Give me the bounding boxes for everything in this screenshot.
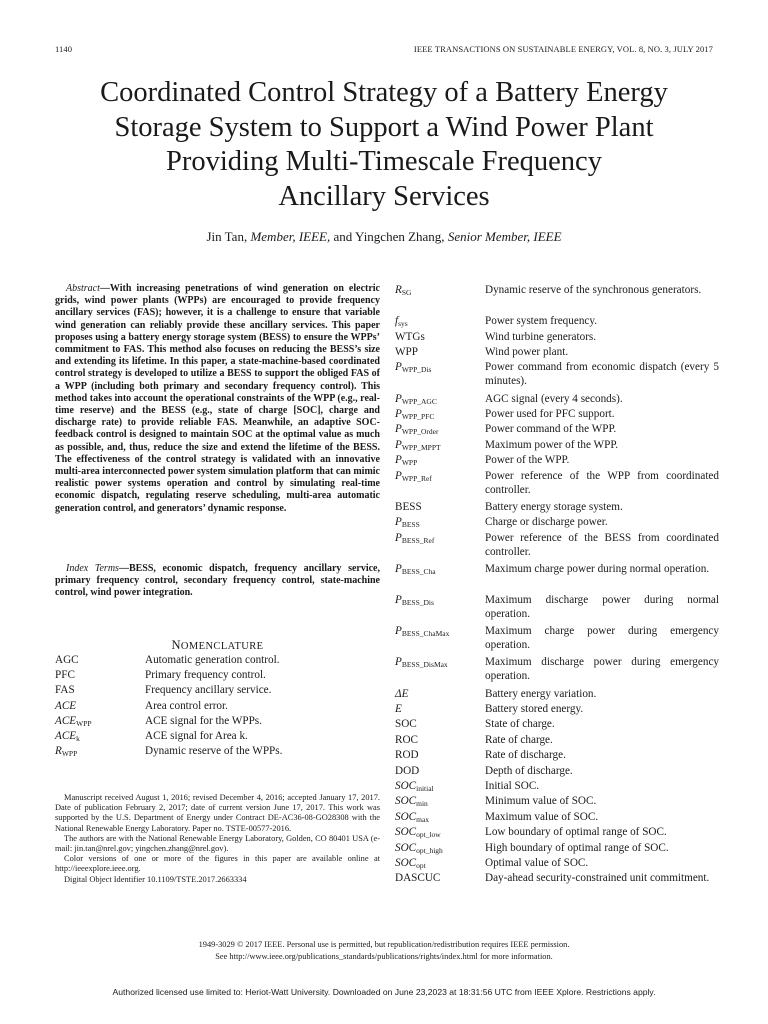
symbol-main: ROD bbox=[395, 749, 419, 762]
nomenclature-symbol bbox=[395, 531, 434, 545]
symbol-main: ACE bbox=[55, 714, 77, 727]
symbol-subscript: WPP bbox=[61, 749, 78, 759]
nomenclature-symbol bbox=[395, 345, 418, 359]
footnote: Manuscript received August 1, 2016; revised December 4, 2016; accepted January 17, 2017. Date of publication February 2, 2017; date of current version June 17, 2017. This work was supported by the U.S. Department of Energy under Contract DE-AC36-08-GO28308 with the National Renewable Energy Laboratory. Paper no. TSTE-00577-2016. bbox=[55, 793, 380, 833]
nomenclature-definition: Power command of the WPP. bbox=[485, 423, 617, 436]
nomenclature-definition: Initial SOC. bbox=[485, 780, 540, 792]
nomenclature-symbol bbox=[395, 500, 422, 514]
symbol-main: SOC bbox=[395, 841, 417, 854]
nomenclature-symbol bbox=[395, 794, 428, 808]
index-terms-label: Index Terms bbox=[66, 563, 119, 574]
nomenclature-definition: Battery stored energy. bbox=[485, 703, 584, 715]
symbol-main: ACE bbox=[55, 699, 77, 712]
symbol-main: ACE bbox=[55, 730, 77, 742]
nomenclature-symbol bbox=[55, 653, 79, 667]
nomenclature-symbol bbox=[395, 469, 432, 483]
nomenclature-definition: Rate of charge. bbox=[485, 733, 553, 746]
symbol-main: P bbox=[395, 562, 402, 575]
nomenclature-symbol bbox=[395, 453, 417, 467]
copyright-notice bbox=[60, 939, 708, 962]
symbol-subscript: max bbox=[416, 814, 430, 824]
nomenclature-symbol bbox=[395, 515, 420, 529]
footnotes bbox=[55, 793, 380, 885]
nomenclature-definition: Maximum power of the WPP. bbox=[485, 438, 619, 451]
nomenclature-definition: Power of the WPP. bbox=[485, 454, 570, 467]
index-terms bbox=[55, 563, 380, 600]
page-number: 1140 bbox=[55, 44, 73, 54]
symbol-main: DOD bbox=[395, 764, 420, 777]
symbol-main: WTGs bbox=[395, 330, 425, 343]
nomenclature-symbol bbox=[55, 714, 92, 728]
nomenclature-symbol bbox=[395, 841, 443, 855]
nomenclature-symbol bbox=[395, 624, 449, 638]
symbol-main: PFC bbox=[55, 669, 75, 682]
nomenclature-symbol bbox=[395, 810, 429, 824]
nomenclature-symbol bbox=[395, 655, 448, 669]
nomenclature-definition: Power reference of the BESS from coordinated controller. bbox=[485, 531, 719, 558]
symbol-main: P bbox=[395, 469, 402, 482]
symbol-main: P bbox=[395, 423, 402, 436]
footnote: Digital Object Identifier 10.1109/TSTE.2017.2663334 bbox=[64, 874, 247, 884]
nomenclature-symbol bbox=[55, 729, 80, 743]
footnote: The authors are with the National Renewable Energy Laboratory, Golden, CO 80401 USA (e-mail: jin.tan@nrel.gov; yingchen.zhang@nrel.gov). bbox=[55, 833, 380, 854]
symbol-main: P bbox=[395, 516, 402, 529]
symbol-main: P bbox=[395, 594, 402, 606]
nomenclature-definition: Low boundary of optimal range of SOC. bbox=[485, 826, 667, 839]
nomenclature-symbol bbox=[395, 314, 408, 328]
symbol-subscript: BESS_Dis bbox=[401, 598, 434, 607]
nomenclature-definition: Dynamic reserve of the WPPs. bbox=[145, 745, 283, 758]
symbol-subscript: opt bbox=[416, 861, 426, 870]
symbol-main: f bbox=[395, 315, 399, 328]
nomenclature-definition: Primary frequency control. bbox=[145, 669, 266, 682]
nomenclature-symbol bbox=[395, 779, 434, 793]
nomenclature-symbol bbox=[395, 825, 441, 839]
symbol-main: SOC bbox=[395, 795, 417, 808]
heading-rest: OMENCLATURE bbox=[180, 641, 264, 652]
nomenclature-heading bbox=[55, 638, 380, 653]
symbol-main: P bbox=[395, 625, 402, 638]
footnote: Color versions of one or more of the figures in this paper are available online at http://ieeexplore.ieee.org. bbox=[55, 854, 380, 874]
nomenclature-definition: Battery energy storage system. bbox=[485, 500, 623, 513]
nomenclature-definition: Wind power plant. bbox=[485, 346, 569, 358]
nomenclature-symbol bbox=[55, 668, 75, 682]
nomenclature-symbol bbox=[55, 744, 77, 758]
symbol-main: SOC bbox=[395, 826, 417, 839]
symbol-subscript: min bbox=[416, 799, 428, 809]
nomenclature-definition: Maximum value of SOC. bbox=[485, 810, 599, 823]
symbol-subscript: BESS_Ref bbox=[401, 535, 435, 545]
symbol-subscript: k bbox=[76, 734, 80, 743]
nomenclature-definition: Optimal value of SOC. bbox=[485, 857, 589, 869]
symbol-main: SOC bbox=[395, 810, 417, 823]
nomenclature-symbol bbox=[395, 360, 431, 374]
nomenclature-definition: Battery energy variation. bbox=[485, 687, 597, 700]
symbol-main: DASCUC bbox=[395, 872, 441, 885]
nomenclature-symbol bbox=[55, 683, 75, 697]
title-line: Storage System to Support a Wind Power Plant bbox=[114, 111, 654, 143]
copyright-line: 1949-3029 © 2017 IEEE. Personal use is permitted, but republication/redistribution requires IEEE permission. bbox=[198, 940, 570, 949]
symbol-main: SOC bbox=[395, 857, 417, 869]
nomenclature-symbol bbox=[395, 733, 418, 747]
title-line: Providing Multi-Timescale Frequency bbox=[166, 146, 602, 177]
nomenclature-definition: Power reference of the WPP from coordinated controller. bbox=[485, 469, 719, 496]
nomenclature-symbol bbox=[395, 593, 434, 607]
nomenclature-symbol bbox=[395, 717, 417, 731]
symbol-subscript: WPP bbox=[76, 718, 92, 728]
nomenclature-definition: Wind turbine generators. bbox=[485, 330, 597, 343]
abstract-label: Abstract bbox=[66, 283, 100, 294]
nomenclature-definition: Dynamic reserve of the synchronous generators. bbox=[485, 284, 702, 296]
symbol-main: FAS bbox=[55, 684, 75, 697]
symbol-subscript: WPP_Ref bbox=[401, 473, 432, 483]
nomenclature-symbol bbox=[395, 871, 440, 885]
nomenclature-definition: Maximum discharge power during normal operation. bbox=[485, 594, 719, 620]
title-line: Coordinated Control Strategy of a Battery Energy bbox=[100, 77, 668, 108]
symbol-subscript: WPP bbox=[401, 458, 418, 468]
nomenclature-definition: Frequency ancillary service. bbox=[145, 684, 272, 697]
nomenclature-definition: Automatic generation control. bbox=[145, 654, 280, 666]
symbol-main: P bbox=[395, 454, 402, 467]
nomenclature-definition: Power system frequency. bbox=[485, 315, 598, 328]
symbol-main: SOC bbox=[395, 718, 417, 731]
nomenclature-symbol bbox=[395, 856, 426, 870]
symbol-main: AGC bbox=[55, 654, 79, 666]
abstract-text: —With increasing penetrations of wind generation on electric grids, wind power plants (WPPs) are encouraged to provide frequency ancillary services (FAS); however, it is a challenge to ensure that variable wind generation can reliably provide these ancillary services. This paper proposes using a battery energy storage system (BESS) to ensure the WPPs’ commitment to FAS. This method also focuses on reducing the BESS’s size and extending its lifetime. In this paper, a state-machine-based coordinated control strategy is developed to utilize a BESS to support the obliged FAS of a WPP (including both primary and secondary frequency control). This method takes into account the operational constraints of the WPP (e.g., real-time reserve) and the BESS (e.g., state of charge [SOC], charge and discharge rate) to provide reliable FAS. Meanwhile, an adaptive SOC-feedback control is designed to maintain SOC at the optimal value as much as possible, and, thus, reduce the size and extend the lifetime of the BESS. The effectiveness of the control strategy is validated with an innovative multi-area interconnected power system simulation platform that can mimic realistic power systems operation and control by simulating real-time economic dispatch, regulating reserve scheduling, multi-area automatic generation control, and generators’ dynamic response. bbox=[55, 283, 380, 514]
symbol-main: WPP bbox=[395, 346, 419, 358]
heading-initial: N bbox=[171, 638, 181, 652]
symbol-subscript: WPP_MPPT bbox=[401, 442, 441, 452]
symbol-subscript: BESS_Cha bbox=[401, 566, 436, 576]
journal-header: IEEE TRANSACTIONS ON SUSTAINABLE ENERGY, VOL. 8, NO. 3, JULY 2017 bbox=[413, 44, 713, 54]
nomenclature-definition: Area control error. bbox=[145, 699, 228, 712]
nomenclature-symbol bbox=[395, 687, 408, 701]
nomenclature-symbol bbox=[395, 407, 434, 421]
title-line: Ancillary Services bbox=[278, 180, 490, 212]
nomenclature-definition: Minimum value of SOC. bbox=[485, 795, 597, 808]
symbol-subscript: BESS bbox=[401, 520, 420, 530]
nomenclature-definition: Depth of discharge. bbox=[485, 764, 573, 777]
nomenclature-definition: ACE signal for the WPPs. bbox=[145, 714, 262, 727]
abstract bbox=[55, 283, 380, 515]
author-name: Jin Tan, bbox=[206, 229, 248, 244]
nomenclature-definition: Day-ahead security-constrained unit commitment. bbox=[485, 872, 710, 885]
symbol-main: ROC bbox=[395, 733, 419, 746]
nomenclature-definition: Power command from economic dispatch (every 5 minutes). bbox=[485, 361, 719, 388]
nomenclature-definition: Rate of discharge. bbox=[485, 749, 566, 762]
symbol-main: SOC bbox=[395, 780, 417, 792]
symbol-subscript: BESS_ChaMax bbox=[401, 629, 450, 639]
nomenclature-symbol bbox=[395, 764, 419, 778]
symbol-main: E bbox=[395, 703, 402, 715]
nomenclature-definition: Maximum charge power during emergency operation. bbox=[485, 625, 719, 652]
symbol-main: P bbox=[395, 438, 402, 451]
author-role: Member, IEEE, bbox=[250, 229, 331, 244]
symbol-subscript: BESS_DisMax bbox=[401, 660, 448, 670]
author-line bbox=[60, 229, 708, 245]
nomenclature-definition: Maximum charge power during normal operation. bbox=[485, 562, 710, 575]
symbol-subscript: WPP_Dis bbox=[401, 365, 432, 375]
symbol-main: P bbox=[395, 392, 402, 405]
symbol-main: P bbox=[395, 531, 402, 544]
symbol-subscript: opt_high bbox=[416, 845, 443, 855]
nomenclature-definition: High boundary of optimal range of SOC. bbox=[485, 841, 669, 854]
nomenclature-symbol bbox=[55, 699, 76, 713]
symbol-main: R bbox=[395, 284, 402, 296]
nomenclature-definition: State of charge. bbox=[485, 718, 555, 731]
nomenclature-definition: AGC signal (every 4 seconds). bbox=[485, 392, 623, 405]
symbol-subscript: opt_low bbox=[416, 830, 441, 840]
nomenclature-definition: Power used for PFC support. bbox=[485, 408, 615, 420]
author-role: Senior Member, IEEE bbox=[447, 229, 562, 244]
symbol-main: P bbox=[395, 656, 402, 669]
nomenclature-symbol bbox=[395, 562, 436, 576]
symbol-main: P bbox=[395, 361, 402, 374]
nomenclature-symbol bbox=[395, 438, 441, 452]
symbol-subscript: SG bbox=[401, 288, 412, 297]
symbol-subscript: sys bbox=[398, 319, 408, 329]
symbol-main: BESS bbox=[395, 500, 422, 513]
symbol-subscript: WPP_AGC bbox=[401, 396, 437, 406]
copyright-line: See http://www.ieee.org/publications_standards/publications/rights/index.html for more information. bbox=[215, 951, 553, 961]
paper-title bbox=[60, 76, 708, 214]
nomenclature-symbol bbox=[395, 283, 411, 297]
nomenclature-symbol bbox=[395, 702, 402, 716]
symbol-main: ΔE bbox=[395, 687, 409, 700]
nomenclature-definition: Maximum discharge power during emergency operation. bbox=[485, 656, 719, 683]
index-terms-text: —BESS, economic dispatch, frequency ancillary service, primary frequency control, secondary frequency control, state-machine control, wind power integration. bbox=[55, 563, 380, 599]
nomenclature-symbol bbox=[395, 330, 425, 344]
authorized-use-notice: Authorized licensed use limited to: Heriot-Watt University. Downloaded on June 23,2023 at 18:31:56 UTC from IEEE Xplore. Restrictions apply. bbox=[112, 987, 656, 997]
nomenclature-definition: ACE signal for Area k. bbox=[145, 730, 248, 742]
nomenclature-symbol bbox=[395, 422, 439, 436]
symbol-subscript: WPP_Order bbox=[401, 427, 439, 437]
author-name: and Yingchen Zhang, bbox=[333, 229, 445, 244]
symbol-main: R bbox=[55, 745, 62, 758]
nomenclature-symbol bbox=[395, 748, 419, 762]
symbol-main: P bbox=[395, 408, 402, 420]
nomenclature-symbol bbox=[395, 392, 437, 406]
symbol-subscript: initial bbox=[416, 784, 434, 793]
symbol-subscript: WPP_PFC bbox=[401, 412, 435, 421]
nomenclature-definition: Charge or discharge power. bbox=[485, 516, 608, 529]
